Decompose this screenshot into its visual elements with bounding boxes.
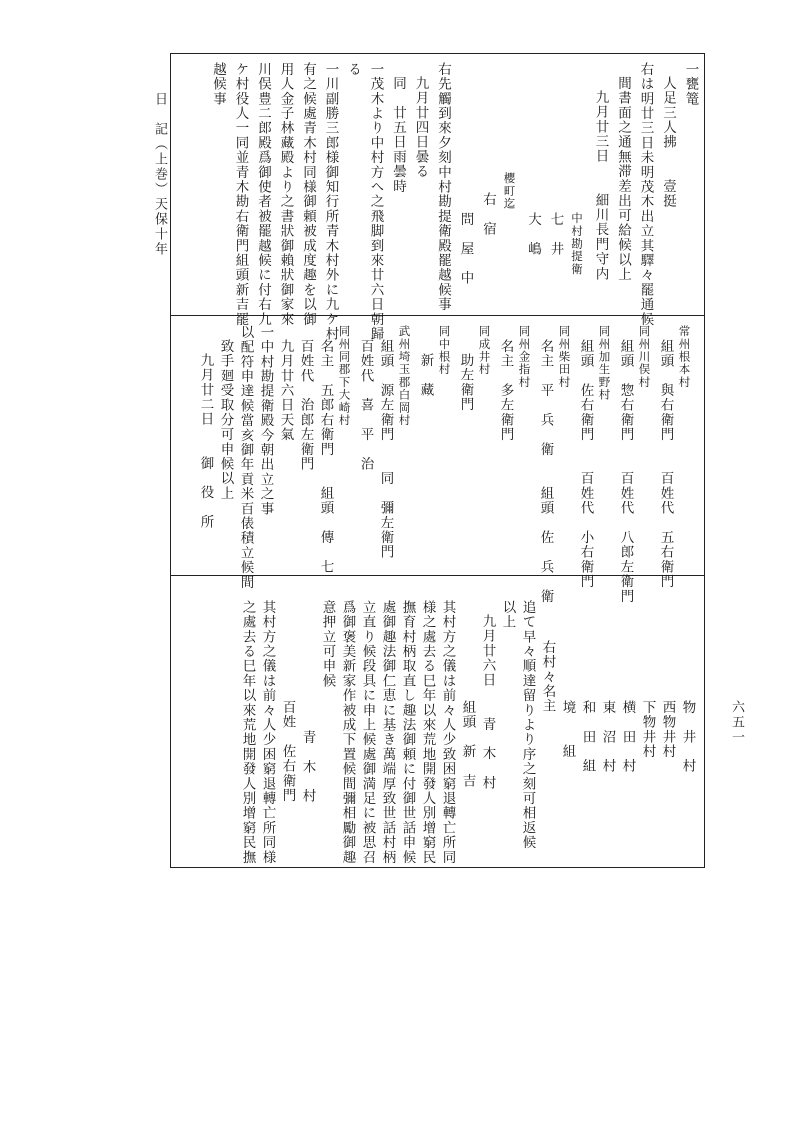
top-section-column: 用人金子林藏殿より之書狀御賴狀御家來	[277, 62, 294, 327]
middle-section-column: 九月廿二日 御 役 所	[197, 353, 214, 530]
top-section-column: 川俣豊二郎殿爲御使者被罷越候に付右九	[255, 62, 271, 327]
middle-section-column: 常州根本村	[677, 325, 692, 389]
bottom-section-column: 横 田 村	[619, 700, 636, 774]
top-section-column: 一茂木より中村方へ之飛脚到來廿六日朝歸	[367, 62, 384, 342]
top-section-column: 大 嶋	[525, 212, 541, 257]
bottom-section-column: 撫育村柄取直し趣法御頼に付御世話申候	[399, 600, 416, 865]
middle-section-column: 組頭 與右衛門 百姓代 五右衛門	[657, 339, 674, 589]
bottom-section-column: 東 沼 村	[599, 700, 616, 774]
top-section-column: 一川副勝三郎様御知行所青木村外に九ケ村	[322, 62, 339, 342]
top-section-column: 九月廿三日 細川長門守内	[592, 90, 609, 282]
bottom-section-column: 追て早々順達留りより序之刻可相返候	[519, 600, 536, 850]
bottom-section-column: 爲御褒美新家作被成下置候間彌相勵御趣	[339, 600, 356, 865]
middle-section-column: 同州金指村	[517, 325, 532, 389]
bottom-section-column: 和 田 組	[579, 700, 596, 774]
middle-section-column: 組頭 源左衛門 同 彌左衛門	[377, 339, 394, 560]
bottom-section-column: 様之處去る巳年以來荒地開發人別增窮民	[419, 600, 436, 865]
middle-section-column: 名主 多左衛門	[497, 339, 514, 442]
bottom-section-column: 百姓 佐右衛門	[279, 700, 296, 803]
bottom-section-column: 其村方之儀は前々人少致困窮退轉亡所同	[439, 600, 456, 865]
top-section-column: 櫻町迄	[502, 172, 517, 211]
bottom-section-column: 物 井 村	[679, 700, 696, 774]
middle-section-column: 同州川俣村	[637, 325, 652, 389]
top-section-column: 一甕篭	[682, 62, 699, 107]
middle-section-column: 致手廻受取分可申候以上	[217, 339, 234, 501]
bottom-section-column: 其村方之儀は前々人少困窮退轉亡所同様	[259, 600, 276, 865]
middle-section-column: 武州埼玉郡白岡村	[397, 325, 412, 427]
middle-section-column: 名主 平 兵 衛 組頭 佐 兵 衛	[537, 339, 554, 604]
middle-section-column: 同州同郡下大崎村	[337, 325, 352, 427]
bottom-section-column: 處御趣法御仁恵に基き萬端厚致世話村柄	[379, 600, 396, 865]
top-section-column: 人足三人拂 壹挺	[660, 76, 676, 209]
bottom-section-column: 立直り候段具に申上候處御満足に被思召	[359, 600, 376, 865]
top-section-column: 同 廿五日雨曇時	[390, 76, 406, 194]
bottom-section-column: 西物井村	[659, 700, 676, 759]
top-section-column: 中村勘提衛	[570, 212, 584, 276]
middle-section-column: 助左衛門	[457, 353, 474, 412]
middle-section-column: 以配符申達候當亥御年貢米百俵積立候間	[237, 325, 254, 590]
top-section-column: 間書面之通無滞差出可給候以上	[615, 76, 631, 282]
middle-section-column: 組頭 佐右衛門 百姓代 小右衛門	[577, 339, 594, 589]
middle-section-column: 組頭 惣右衛門 百姓代 八郎左衛門	[617, 339, 634, 604]
bottom-section-column: 之處去る巳年以來荒地開發人別增窮民撫	[239, 600, 256, 865]
top-section-column: 右先觸到來夕刻中村勘提衛殿罷越候事	[435, 62, 451, 312]
bottom-section-column: 右村々名主	[539, 640, 556, 714]
bottom-section-column: 下物井村	[639, 700, 656, 759]
running-head: 日 記（上巻）天保十年	[152, 92, 167, 257]
page-number: 六五一	[729, 700, 744, 745]
middle-section-column: 名主 五郎右衛門 組頭 傳 七	[317, 339, 334, 575]
middle-section-column: 百姓代 治郎左衛門	[297, 339, 314, 472]
middle-section-column: 同州加生野村	[597, 325, 612, 402]
top-section-column: る	[345, 62, 361, 77]
bottom-section-column: 青 木 村	[299, 730, 316, 804]
top-section-column: 問 屋 中	[457, 212, 474, 286]
bottom-section-column: 以上	[499, 600, 516, 630]
section-divider-top	[170, 315, 705, 316]
middle-section-column: 新 藏	[417, 353, 434, 398]
top-section-column: 右は明廿三日未明茂木出立其驛々罷通候	[637, 62, 654, 327]
bottom-section-column: 意押立可申候	[319, 600, 336, 689]
top-section-column: 七 井	[547, 212, 564, 257]
middle-section-column: 同中根村	[437, 325, 452, 376]
middle-section-column: 九月廿六日天氣	[277, 339, 294, 442]
bottom-section-column: 組頭 新 吉	[459, 700, 476, 789]
middle-section-column: 同成井村	[477, 325, 492, 376]
top-section-column: 有之候處青木村同様御頼被成度趣を以御	[300, 62, 316, 327]
middle-section-column: 同州柴田村	[557, 325, 572, 389]
top-section-column: ケ村役人一同並青木勘右衛門組頭新吉罷	[232, 62, 249, 327]
middle-section-column: 百姓代 喜 平 治	[357, 339, 374, 472]
bottom-section-column: 境 組	[559, 700, 576, 759]
top-section-column: 右 宿	[480, 192, 496, 237]
top-section-column: 越候事	[210, 62, 226, 107]
middle-section-column: 一中村勘提衛殿今朝出立之事	[257, 325, 274, 517]
top-section-column: 九月廿四日曇る	[412, 76, 429, 179]
bottom-section-column: 九月廿六日 青 木 村	[479, 614, 496, 791]
